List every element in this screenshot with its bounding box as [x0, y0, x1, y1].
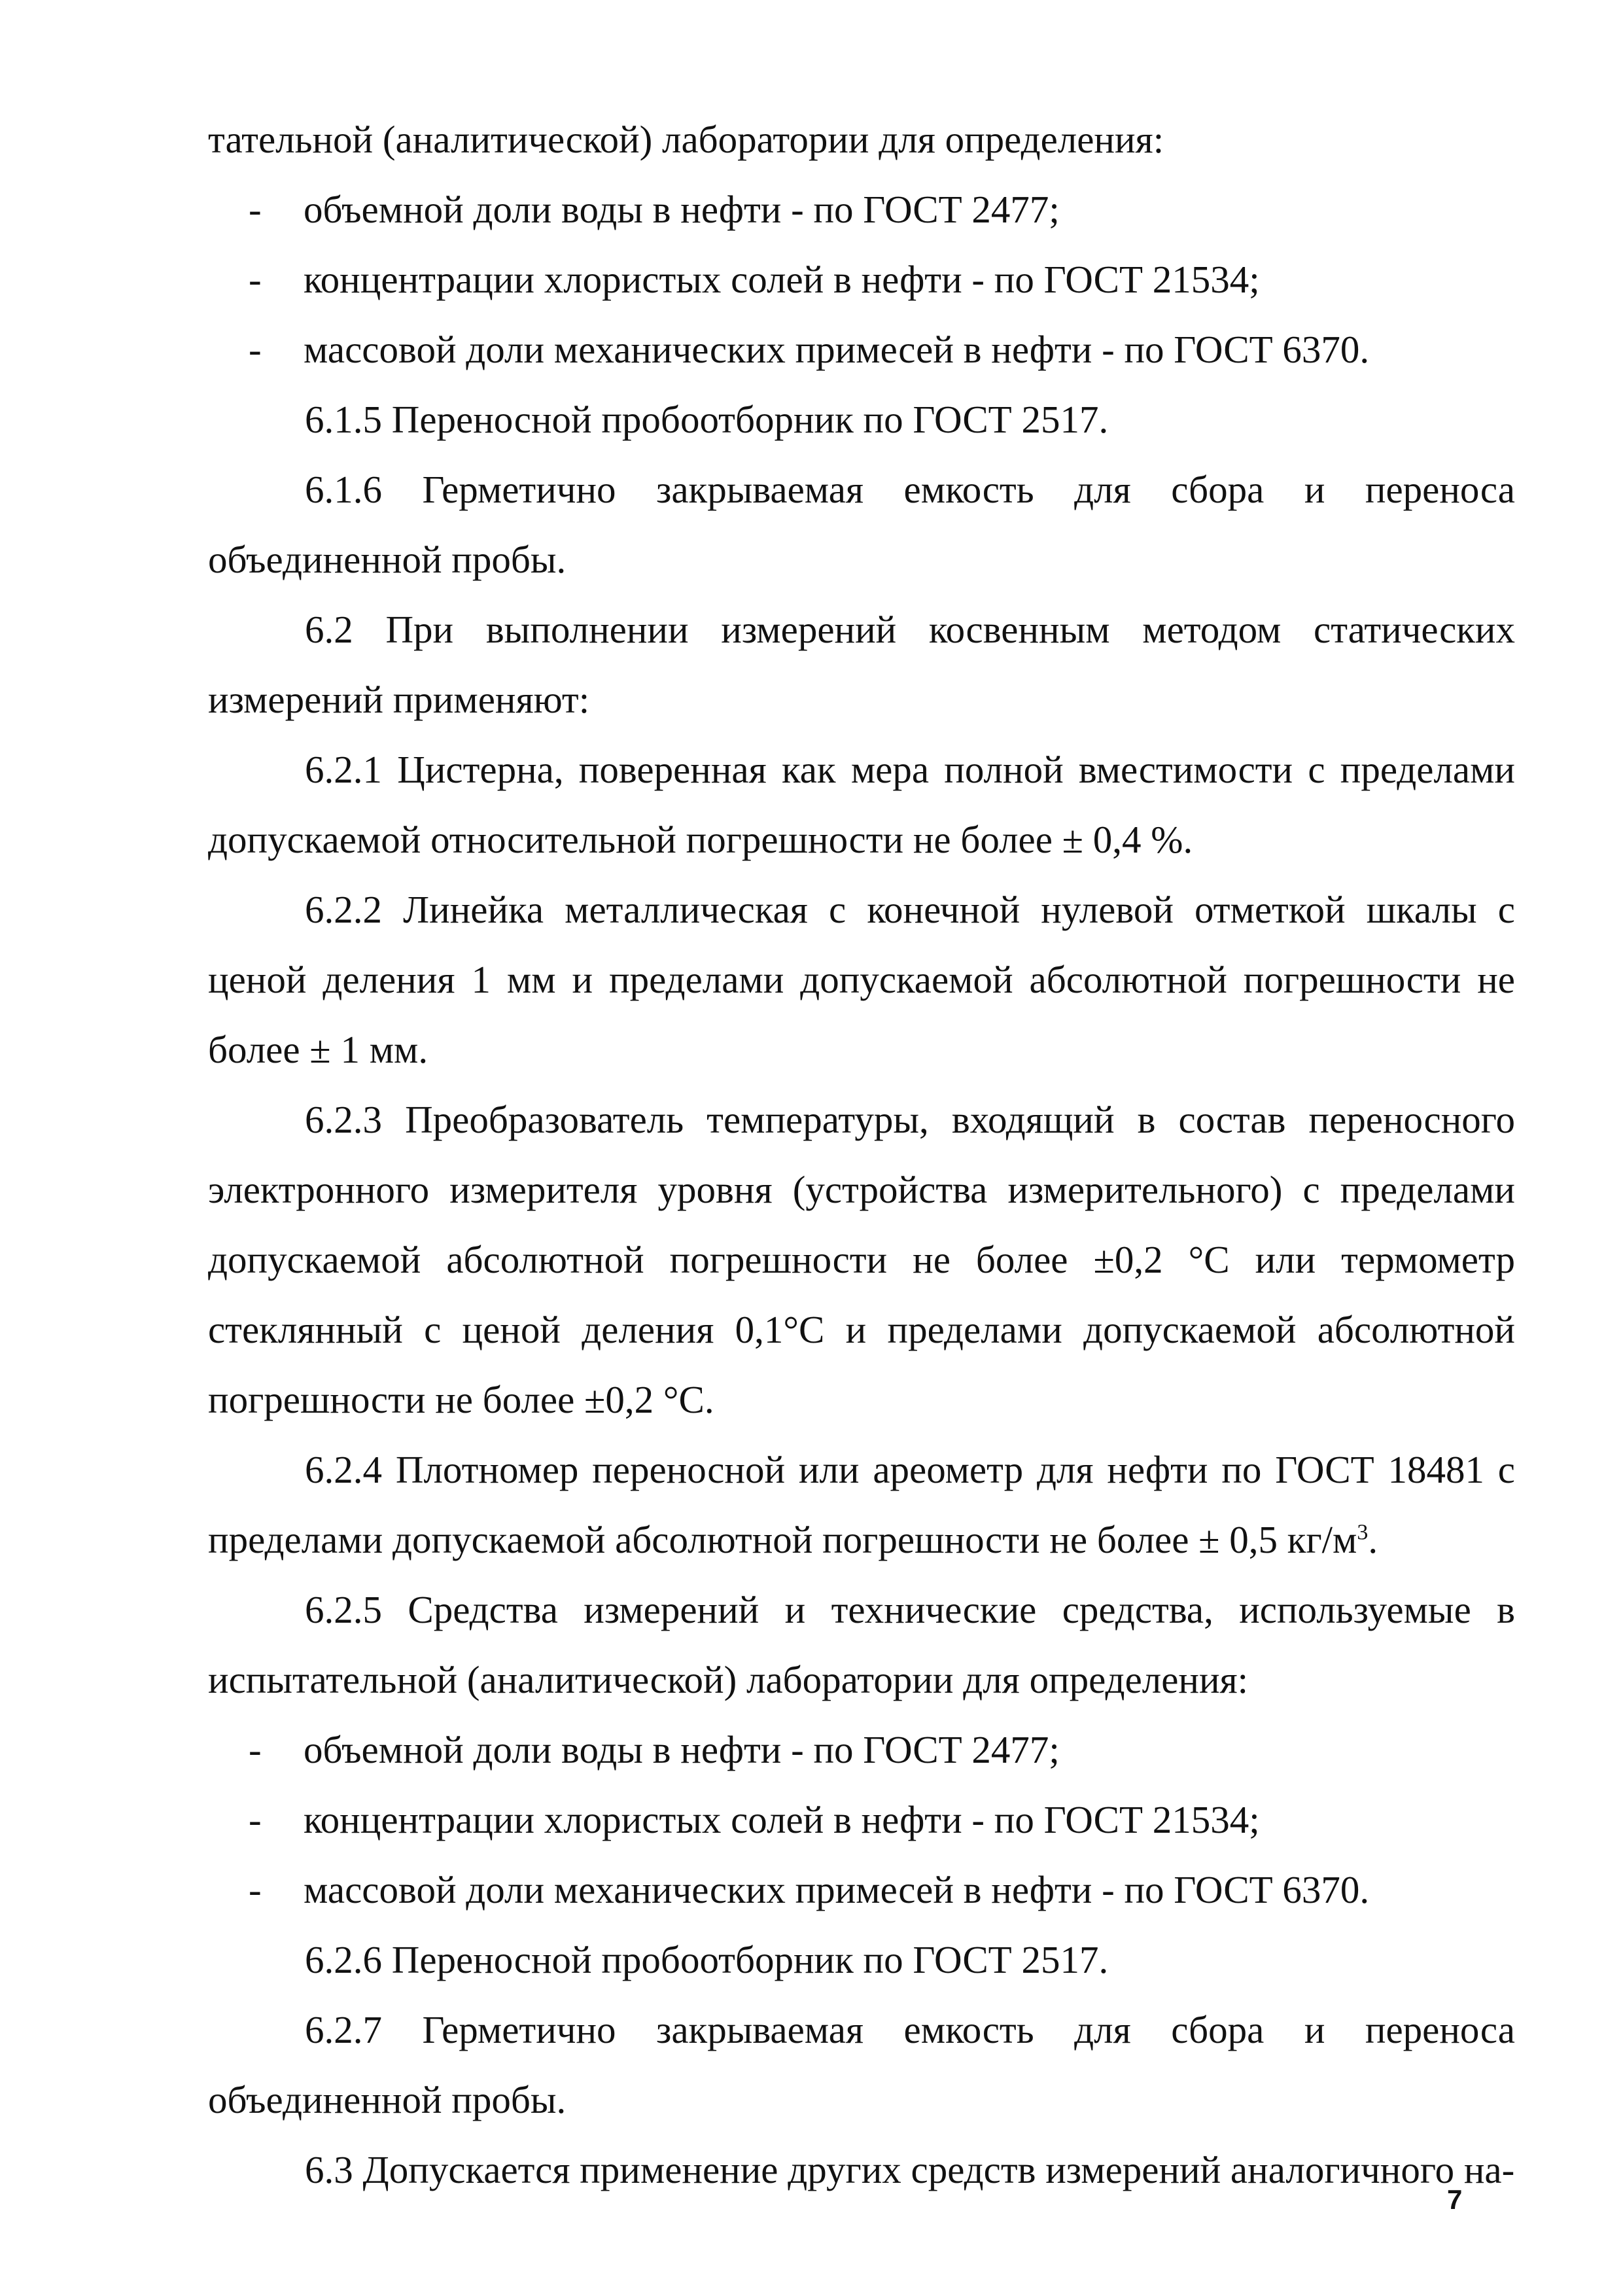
list-item: [208, 1855, 1515, 1925]
list-item: [208, 1785, 1515, 1855]
paragraph-continuation: тательной (аналитической) лаборатории для определения:: [208, 118, 1164, 161]
paragraph-6-2-4: [208, 1435, 1515, 1575]
paragraph-6-2-1: 6.2.1 Цистерна, поверенная как мера полной вместимости с пределами допускаемой относительной погрешности не более ± 0,4 %.: [208, 748, 1515, 861]
paragraph-6-2-7: 6.2.7 Герметично закрываемая емкость для сбора и переноса объединенной пробы.: [208, 2008, 1515, 2121]
list-item: [208, 1715, 1515, 1785]
list-item: [208, 245, 1515, 315]
list-dash: -: [249, 1728, 262, 1771]
paragraph-6-2-3: 6.2.3 Преобразователь температуры, входящий в состав переносного электронного измерителя уровня (устройства измерительного) с пределами допускаемой абсолютной погрешности не более ±0,2 °С или термометр стеклянный с ценой деления 0,1°С и пределами допускаемой абсолютной погрешности не более ±0,2 °С.: [208, 1098, 1515, 1421]
paragraph-6-3: 6.3 Допускается применение других средств измерений аналогичного на-: [305, 2148, 1515, 2191]
list-dash: -: [249, 258, 262, 301]
list-item-text: объемной доли воды в нефти - по ГОСТ 2477;: [304, 1728, 1060, 1771]
paragraph-6-2-2: 6.2.2 Линейка металлическая с конечной нулевой отметкой шкалы с ценой деления 1 мм и пределами допускаемой абсолютной погрешности не более ± 1 мм.: [208, 888, 1515, 1071]
paragraph-6-2: 6.2 При выполнении измерений косвенным методом статических измерений применяют:: [208, 608, 1515, 721]
list-item-text: концентрации хлористых солей в нефти - по ГОСТ 21534;: [304, 1798, 1260, 1841]
list-dash: -: [249, 1868, 262, 1911]
list-item-text: массовой доли механических примесей в нефти - по ГОСТ 6370.: [304, 1868, 1370, 1911]
superscript-cubed: 3: [1357, 1520, 1369, 1545]
list-dash: -: [249, 328, 262, 371]
list-item: [208, 175, 1515, 245]
list-dash: -: [249, 1798, 262, 1841]
paragraph-6-2-6: 6.2.6 Переносной пробоотборник по ГОСТ 2517.: [305, 1938, 1109, 1981]
list-item-text: объемной доли воды в нефти - по ГОСТ 2477;: [304, 188, 1060, 231]
paragraph-6-2-5: 6.2.5 Средства измерений и технические средства, используемые в испытательной (аналитической) лаборатории для определения:: [208, 1588, 1515, 1701]
list-item-text: концентрации хлористых солей в нефти - по ГОСТ 21534;: [304, 258, 1260, 301]
list-item-text: массовой доли механических примесей в нефти - по ГОСТ 6370.: [304, 328, 1370, 371]
paragraph-6-1-5: 6.1.5 Переносной пробоотборник по ГОСТ 2517.: [305, 398, 1109, 441]
list-item: [208, 315, 1515, 385]
list-dash: -: [249, 188, 262, 231]
page-number: 7: [1447, 2184, 1463, 2215]
paragraph-6-1-6: 6.1.6 Герметично закрываемая емкость для сбора и переноса объединенной пробы.: [208, 468, 1515, 581]
document-body: [208, 105, 1515, 2205]
paragraph-6-2-4-text: 6.2.4 Плотномер переносной или ареометр для нефти по ГОСТ 18481 с пределами допускаемой абсолютной погрешности не более ± 0,5 кг/м: [208, 1448, 1515, 1561]
paragraph-6-2-4-tail: .: [1368, 1518, 1378, 1561]
